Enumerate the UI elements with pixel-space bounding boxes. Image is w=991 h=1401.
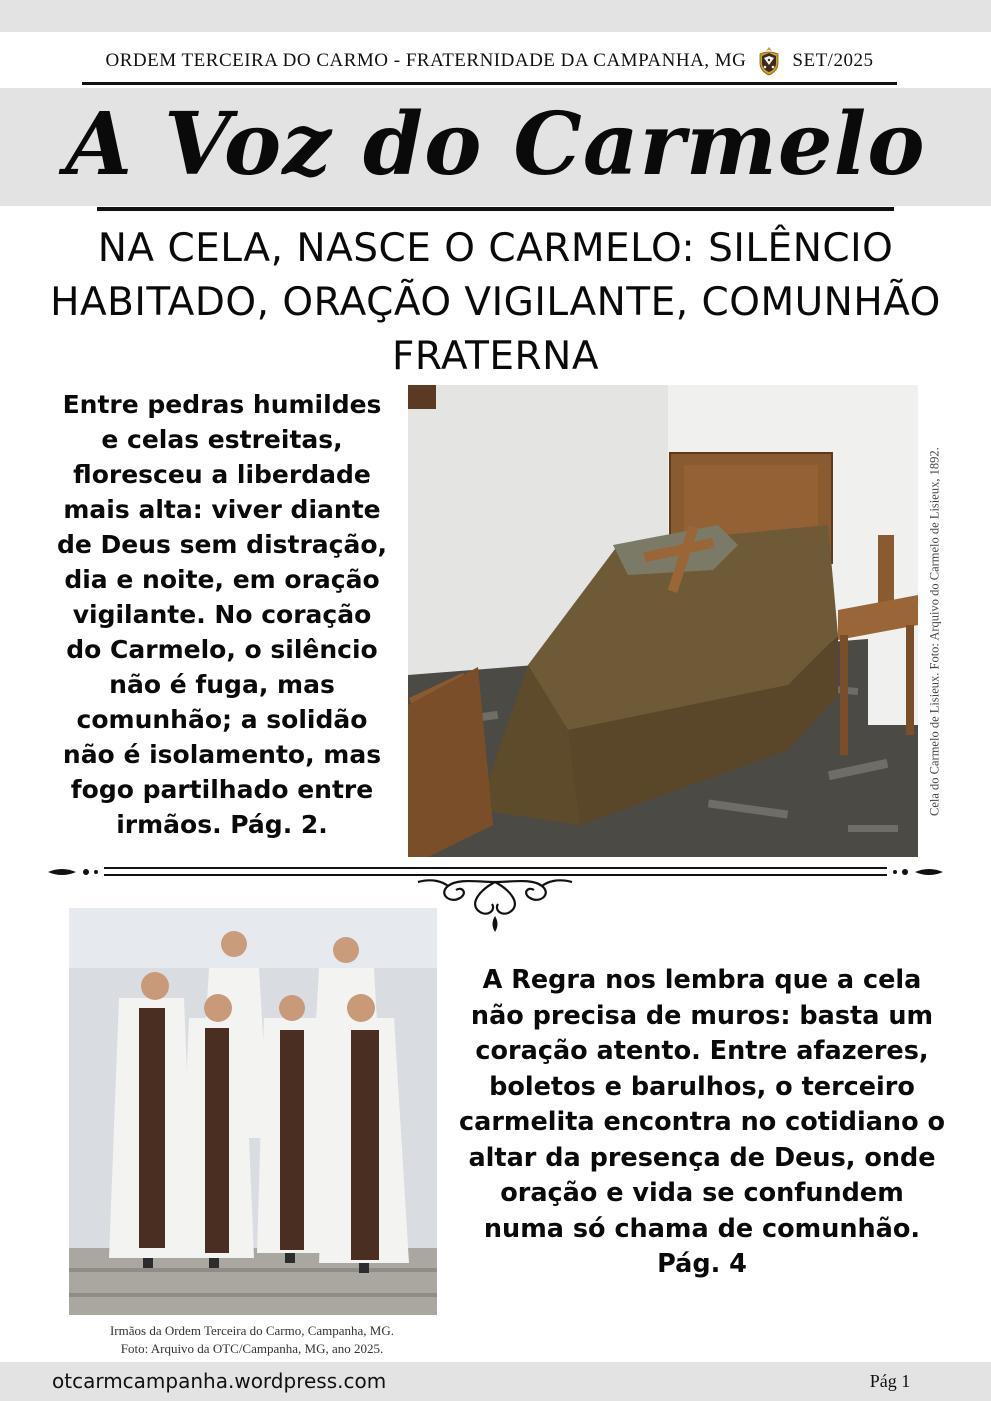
story-2 <box>458 963 946 1283</box>
newspaper-title: A Voz do Carmelo <box>65 94 926 195</box>
fraternity-group-photo <box>69 908 437 1315</box>
masthead-rule <box>82 82 897 85</box>
fraternity-group-illustration <box>69 908 437 1315</box>
story-1-text: Entre pedras humildes e celas estreitas, floresceu a liberdade mais alta: viver diante de Deus sem distração, dia e noite, em oração vigilante. No coração do Carmelo, o silêncio não é fuga, mas comunhão; a solidão não é isolamento, mas fogo partilhado entre irmãos. Pág. 2. <box>56 390 388 839</box>
masthead-organization: ORDEM TERCEIRA DO CARMO - FRATERNIDADE DA CAMPANHA, MG <box>105 50 747 71</box>
carmelite-crest-icon <box>756 46 782 76</box>
group-photo-caption <box>52 1322 452 1358</box>
story-2-text: A Regra nos lembra que a cela não precisa de muros: basta um coração atento. Entre afazeres, boletos e barulhos, o terceiro carmelita encontra no cotidiano o altar da presença de Deus, onde oração e vida se confundem numa só chama de comunhão. <box>459 965 945 1244</box>
group-photo-caption-line2: Foto: Arquivo da OTC/Campanha, MG, ano 2025. <box>120 1341 384 1356</box>
issue-date: SET/2025 <box>792 50 874 71</box>
cell-photo-caption: Cela do Carmelo de Lisieux. Foto: Arquivo do Carmelo de Lisieux, 1892. <box>927 447 942 817</box>
title-rule <box>97 207 894 211</box>
top-band <box>0 0 991 32</box>
story-2-page-ref: Pág. 4 <box>657 1249 747 1279</box>
cell-photo-illustration <box>408 385 918 857</box>
group-photo-caption-line1: Irmãos da Ordem Terceira do Carmo, Campanha, MG. <box>109 1323 395 1338</box>
site-link[interactable]: otcarmcampanha.wordpress.com <box>52 1369 387 1393</box>
main-headline: NA CELA, NASCE O CARMELO: SILÊNCIO HABITADO, ORAÇÃO VIGILANTE, COMUNHÃO FRATERNA <box>50 226 941 379</box>
cell-photo <box>408 385 918 857</box>
masthead-line <box>82 46 897 76</box>
page-number: Pág 1 <box>869 1371 911 1391</box>
